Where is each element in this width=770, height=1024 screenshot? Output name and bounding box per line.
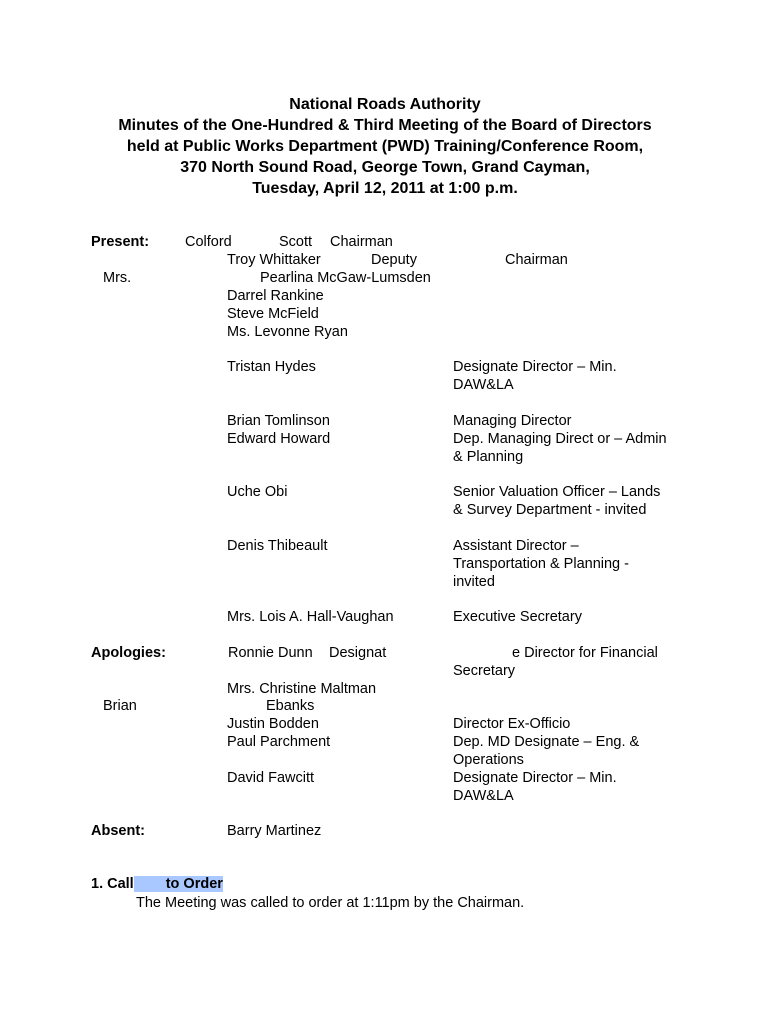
section-1-title: to Order [134,876,223,892]
apologies-paul-role-2: Operations [453,752,524,768]
present-uche-role-2: & Survey Department - invited [453,502,647,518]
apologies-paul-role: Dep. MD Designate – Eng. & [453,734,640,750]
apologies-ronnie: Ronnie Dunn [228,645,313,661]
present-tristan: Tristan Hydes [227,359,316,375]
section-1-number: 1. Call [91,876,134,892]
apologies-david-role-2: DAW&LA [453,788,514,804]
present-scott: Scott [279,234,313,250]
header-org: National Roads Authority [289,96,481,113]
present-steve: Steve McField [227,306,319,322]
present-brian-tomlinson-role: Managing Director [453,413,572,429]
apologies-ronnie-role: e Director for Financial [512,645,658,661]
header-address: 370 North Sound Road, George Town, Grand Cayman, [180,159,590,176]
apologies-david-role: Designate Director – Min. [453,770,617,786]
present-label: Present: [91,234,150,250]
present-edward: Edward Howard [227,431,331,447]
section-1-heading [91,875,223,893]
present-tristan-role-2: DAW&LA [453,377,514,393]
present-denis: Denis Thibeault [227,538,328,554]
present-colford: Colford [185,234,232,250]
absent-barry: Barry Martinez [227,823,322,839]
present-uche-role: Senior Valuation Officer – Lands [453,484,661,500]
present-troy: Troy Whittaker [227,252,321,268]
apologies-label: Apologies: [91,645,166,661]
apologies-ebanks: Ebanks [266,698,315,714]
present-darrel: Darrel Rankine [227,288,324,304]
present-denis-role-2: Transportation & Planning - [453,556,629,572]
present-brian-tomlinson: Brian Tomlinson [227,413,330,429]
present-levonne: Ms. Levonne Ryan [227,324,348,340]
present-pearlina: Pearlina McGaw-Lumsden [260,270,431,286]
present-edward-role-2: & Planning [453,449,524,465]
present-chairman-role: Chairman [330,234,393,250]
apologies-paul: Paul Parchment [227,734,331,750]
apologies-justin-role: Director Ex-Officio [453,716,571,732]
present-deputy: Deputy [371,252,417,268]
present-lois: Mrs. Lois A. Hall-Vaughan [227,609,394,625]
present-edward-role: Dep. Managing Direct or – Admin [453,431,667,447]
apologies-david: David Fawcitt [227,770,315,786]
present-denis-role: Assistant Director – [453,538,579,554]
present-tristan-role: Designate Director – Min. [453,359,617,375]
header-date: Tuesday, April 12, 2011 at 1:00 p.m. [252,180,518,197]
present-lois-role: Executive Secretary [453,609,582,625]
apologies-justin: Justin Bodden [227,716,319,732]
present-deputy-chairman: Chairman [505,252,568,268]
apologies-brian: Brian [103,698,137,714]
section-1-body: The Meeting was called to order at 1:11pm by the Chairman. [136,895,525,911]
present-denis-role-3: invited [453,574,495,590]
present-mrs: Mrs. [103,270,132,286]
absent-label: Absent: [91,823,145,839]
apologies-christine: Mrs. Christine Maltman [227,681,377,697]
present-uche: Uche Obi [227,484,288,500]
document-header [0,94,770,199]
apologies-designat: Designat [329,645,387,661]
apologies-ronnie-role-2: Secretary [453,663,516,679]
header-title: Minutes of the One-Hundred & Third Meeting of the Board of Directors [118,117,652,134]
header-venue: held at Public Works Department (PWD) Training/Conference Room, [126,138,644,155]
